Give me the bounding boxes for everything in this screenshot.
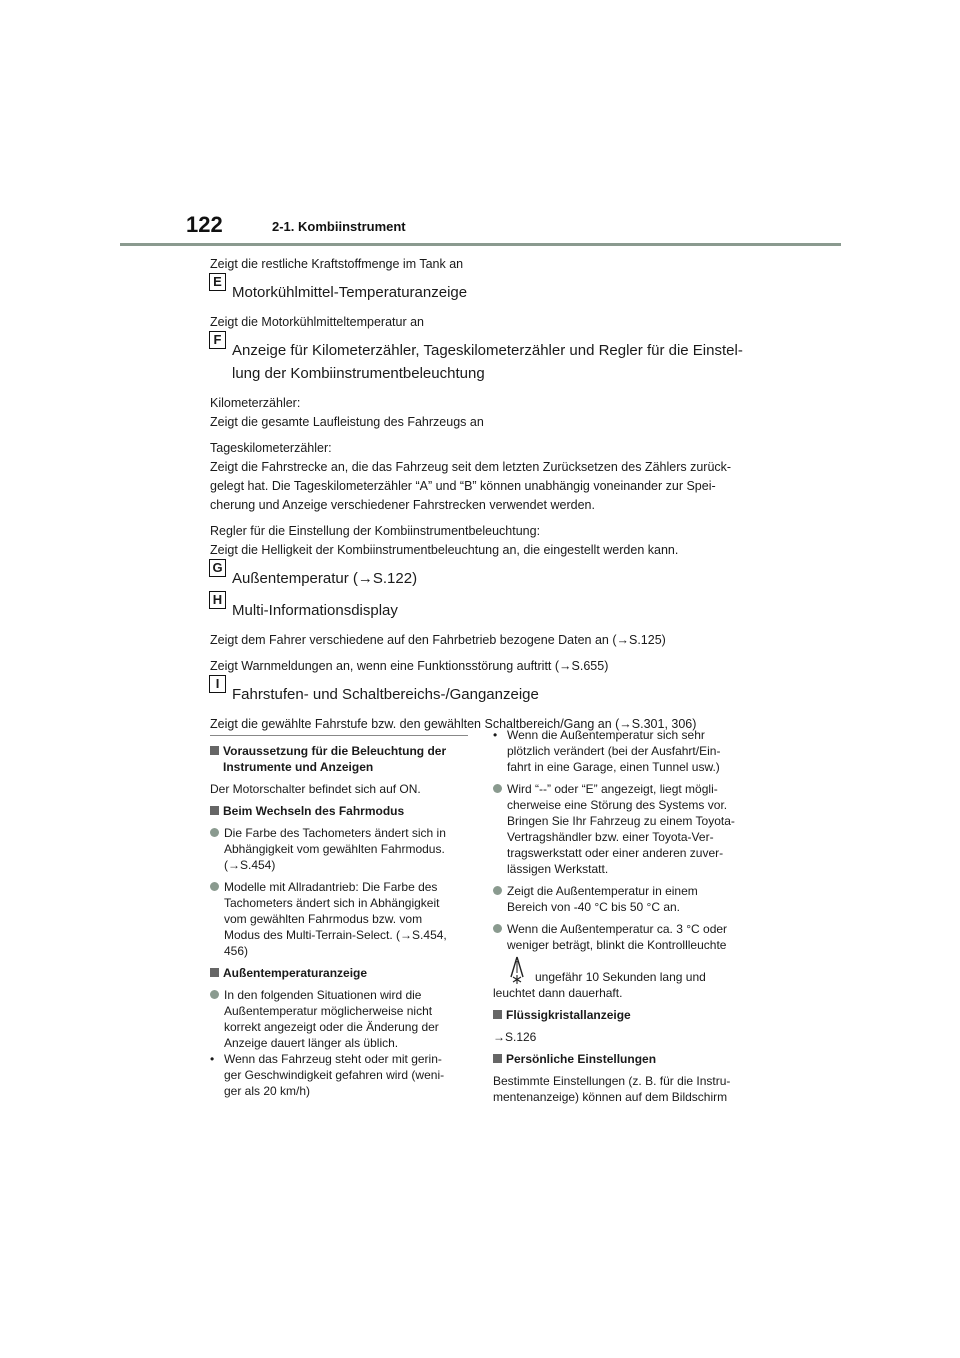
section-e-text: Zeigt die Motorkühlmitteltemperatur an	[210, 315, 424, 329]
notes-right-column: • Wenn die Außentemperatur sich sehr plötzlich verändert (bei der Ausfahrt/Ein- fahrt in eine Garage, einen Tunnel usw.) Wird “--” oder “E” angezeigt, liegt mögli- cherweise eine Störung des Systems vor. Bringen Sie Ihr Fahrzeug zu einem Toyota- Vertragshändler bzw. einer Toyota-Ver- tragswerkstatt oder einer anderen zuver- lässigen Werkstatt. Zeigt die Außentemperatur in einem Bereich von -40 °C bis 50 °C an. Wenn die Außentemperatur ca. 3 °C oder weniger beträgt, blinkt die Kontrollleuchte ungefähr 10 Sekunden lang und leuchtet dann dauerhaft. Flüssigkristallanzeige →S.126 Persönliche Einstellungen Bestimmte Einstellungen (z. B. für die Instru- mentenanzeige) können auf dem Bildschirm	[493, 735, 751, 1105]
section-f-heading	[210, 332, 750, 385]
section-g-title: Außentemperatur (→S.122)	[232, 570, 418, 587]
tripmeter-text-2: gelegt hat. Die Tageskilometerzähler “A” und “B” können unabhängig voneinander zur Spei-	[210, 479, 716, 493]
page-number: 122	[186, 212, 223, 237]
round-bullet-icon	[210, 990, 219, 999]
square-bullet-icon	[493, 1010, 502, 1019]
ice-warning-text: ungefähr 10 Sekunden lang und	[535, 970, 706, 984]
square-bullet-icon	[210, 806, 219, 815]
tripmeter-text-1: Zeigt die Fahrstrecke an, die das Fahrzeug seit dem letzten Zurücksetzen des Zählers zurück-	[210, 460, 732, 474]
section-i-badge: I	[209, 675, 226, 693]
odometer-label: Kilometerzähler:	[210, 396, 301, 410]
list-item: • Wenn die Außentemperatur sich sehr plötzlich verändert (bei der Ausfahrt/Ein- fahrt in eine Garage, einen Tunnel usw.)	[493, 728, 721, 774]
section-h-text-1: Zeigt dem Fahrer verschiedene auf den Fahrbetrieb bezogene Daten an (→S.125)	[210, 633, 666, 647]
section-e-heading	[210, 274, 750, 304]
list-item: Zeigt die Außentemperatur in einem Bereich von -40 °C bis 50 °C an.	[493, 883, 751, 915]
list-item: Modelle mit Allradantrieb: Die Farbe des Tachometers ändert sich in Abhängigkeit vom gewählten Fahrmodus bzw. vom Modus des Multi-Terrain-Select. (→S.454, 456)	[210, 879, 468, 959]
section-e-title: Motorkühlmittel-Temperaturanzeige	[232, 284, 468, 301]
page-header	[0, 0, 960, 250]
section-e-badge: E	[209, 273, 226, 291]
tripmeter-text-3: cherung und Anzeige verschiedener Fahrstrecken verwendet werden.	[210, 498, 595, 512]
section-f-title-line2: lung der Kombiinstrumentbeleuchtung	[232, 365, 485, 382]
ice-warning-icon	[503, 955, 531, 985]
list-item: Die Farbe des Tachometers ändert sich in Abhängigkeit vom gewählten Fahrmodus. (→S.454)	[210, 825, 468, 873]
note-heading-drive-mode: Beim Wechseln des Fahrmodus	[210, 803, 468, 819]
dimmer-text: Zeigt die Helligkeit der Kombiinstrumentbeleuchtung an, die eingestellt werden kann.	[210, 543, 679, 557]
square-bullet-icon	[493, 1054, 502, 1063]
list-item: Wird “--” oder “E” angezeigt, liegt mögli- cherweise eine Störung des Systems vor. Bringen Sie Ihr Fahrzeug zu einem Toyota- Vertragshändler bzw. einer Toyota-Ver- tragswerkstatt oder einer anderen zuver- lässigen Werkstatt.	[493, 781, 751, 877]
square-bullet-icon	[210, 968, 219, 977]
main-content	[210, 255, 750, 741]
list-item: • Wenn das Fahrzeug steht oder mit gerin- ger Geschwindigkeit gefahren wird (weni- ger als 20 km/h)	[210, 1052, 445, 1098]
section-g-heading	[210, 560, 750, 590]
list-item: Wenn die Außentemperatur ca. 3 °C oder weniger beträgt, blinkt die Kontrollleuchte	[493, 921, 751, 953]
note-heading-lcd: Flüssigkristallanzeige	[493, 1007, 751, 1023]
dimmer-label: Regler für die Einstellung der Kombiinstrumentbeleuchtung:	[210, 524, 541, 538]
intro-text: Zeigt die restliche Kraftstoffmenge im Tank an	[210, 257, 464, 271]
section-h-heading	[210, 592, 750, 622]
section-f-badge: F	[209, 331, 226, 349]
square-bullet-icon	[210, 746, 219, 755]
section-g-badge: G	[209, 559, 226, 577]
section-i-heading	[210, 676, 750, 706]
note-heading-outside-temp: Außentemperaturanzeige	[210, 965, 468, 981]
tripmeter-label: Tageskilometerzähler:	[210, 441, 332, 455]
list-item: In den folgenden Situationen wird die Außentemperatur möglicherweise nicht korrekt angezeigt oder die Änderung der Anzeige dauert länger als üblich.	[210, 987, 468, 1051]
section-h-title: Multi-Informationsdisplay	[232, 602, 398, 619]
round-bullet-icon	[493, 886, 502, 895]
chapter-title: 2-1. Kombiinstrument	[272, 219, 406, 234]
odometer-text: Zeigt die gesamte Laufleistung des Fahrzeugs an	[210, 415, 484, 429]
note-heading-personal: Persönliche Einstellungen	[493, 1051, 751, 1067]
header-rule	[120, 243, 841, 246]
round-bullet-icon	[210, 828, 219, 837]
note-lcd-link: →S.126	[493, 1030, 537, 1044]
notes-left-column	[210, 735, 468, 1105]
section-h-badge: H	[209, 591, 226, 609]
round-bullet-icon	[493, 784, 502, 793]
round-bullet-icon	[210, 882, 219, 891]
section-i-text: Zeigt die gewählte Fahrstufe bzw. den gewählten Schaltbereich/Gang an (→S.301, 306)	[210, 717, 697, 731]
note-lighting-text: Der Motorschalter befindet sich auf ON.	[210, 782, 421, 796]
note-heading-lighting: Voraussetzung für die Beleuchtung der Instrumente und Anzeigen	[210, 743, 468, 775]
section-f-title-line1: Anzeige für Kilometerzähler, Tageskilometerzähler und Regler für die Einstel-	[232, 342, 743, 359]
section-i-title: Fahrstufen- und Schaltbereichs-/Ganganzeige	[232, 686, 539, 703]
section-h-text-2: Zeigt Warnmeldungen an, wenn eine Funktionsstörung auftritt (→S.655)	[210, 659, 609, 673]
ice-warning-line	[493, 955, 751, 985]
round-bullet-icon	[493, 924, 502, 933]
